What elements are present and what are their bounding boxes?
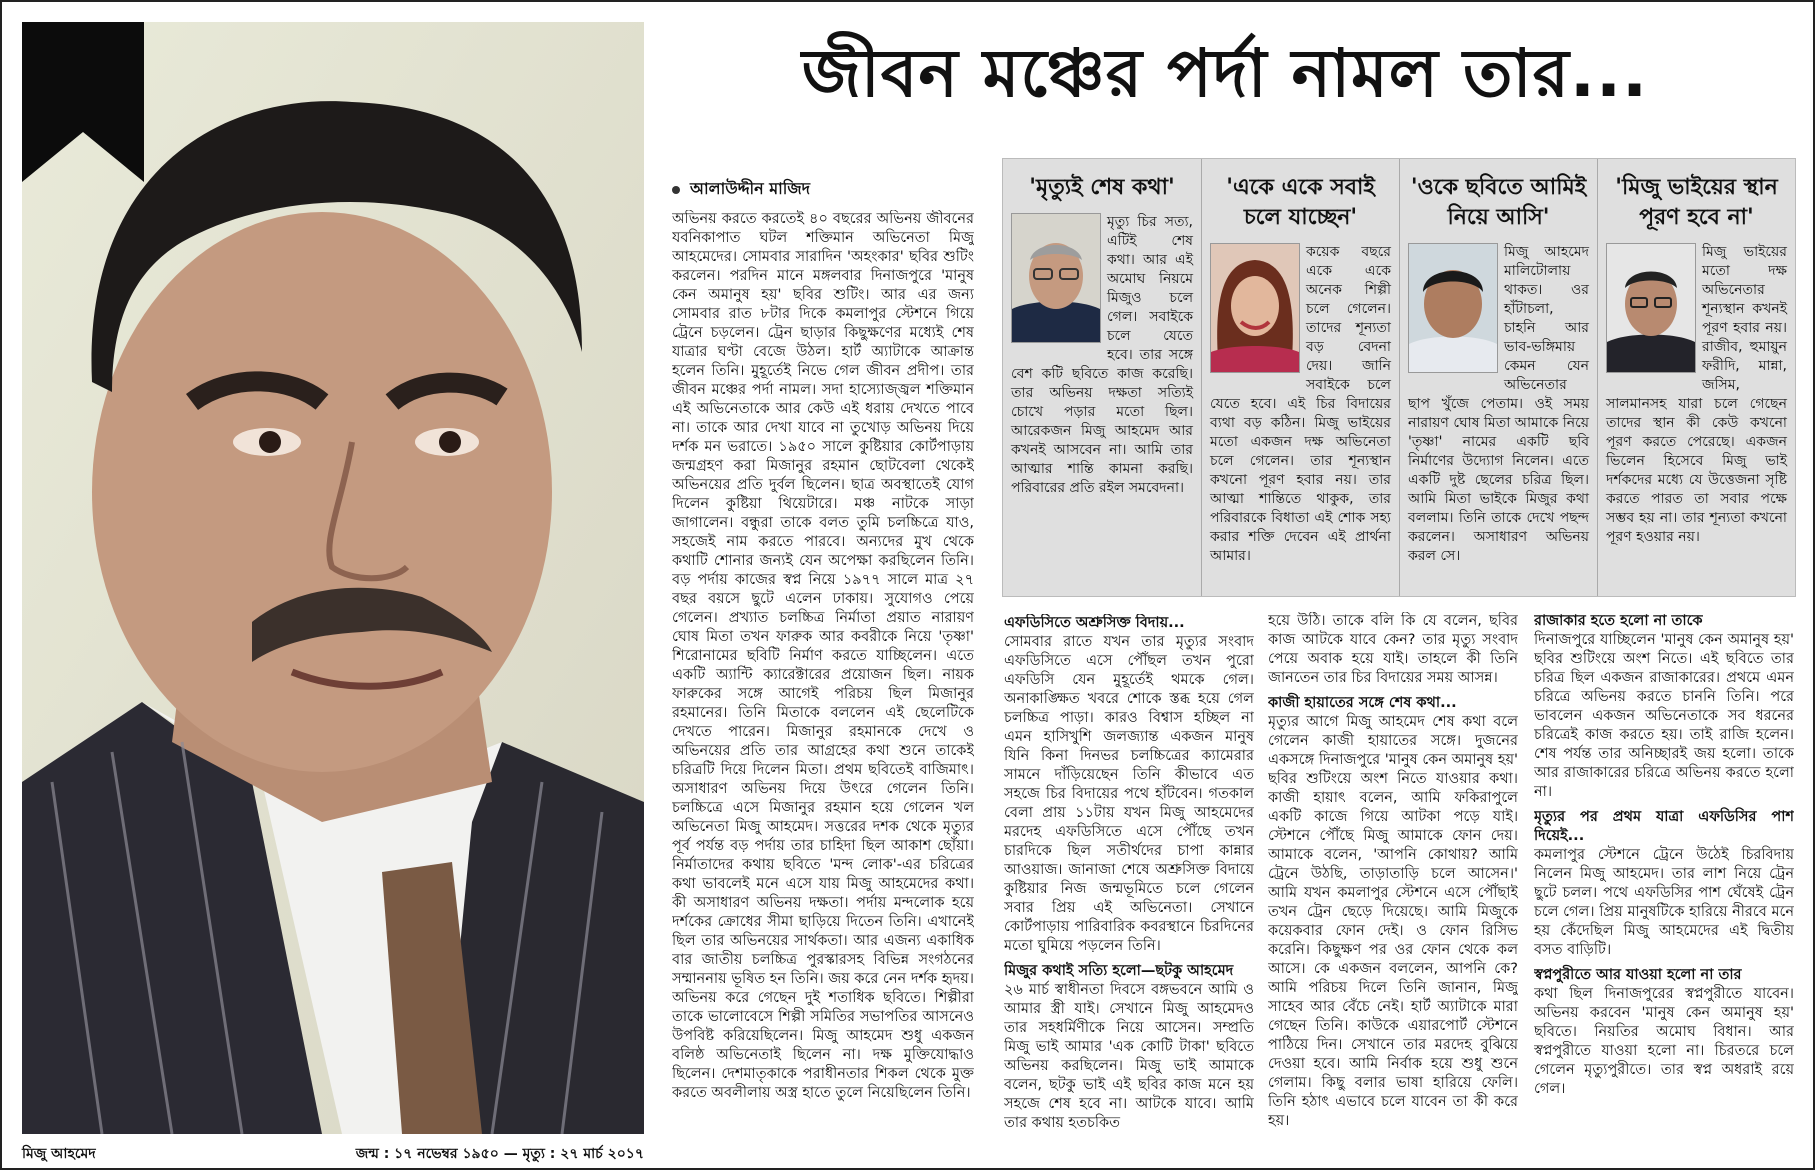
subheading: এফডিসিতে অশ্রুসিক্ত বিদায়... [1004,615,1185,631]
main-article-body: অভিনয় করতে করতেই ৪০ বছরের অভিনয় জীবনের যবনিকাপাত ঘটল শক্তিমান অভিনেতা মিজু আহমেদের। সোমবার সারাদিন 'অহংকার' ছবির শুটিং করলেন। পরদিন মানে মঙ্গলবার দিনাজপুরে 'মানুষ কেন অমানুষ হয়' ছবির শুটিং। আর এর জন্য সোমবার রাত ৮টার দিকে কমলাপুর স্টেশনে গিয়ে ট্রেনে চড়লেন। ট্রেন ছাড়ার কিছুক্ষণের মধ্যেই শেষ যাত্রার ঘণ্টা বেজে উঠল। হার্ট অ্যাটাকে আক্রান্ত হলেন তিনি। মুহূর্তেই নিভে গেল জীবন প্রদীপ। তার জীবন মঞ্চের পর্দা নামল। সদা হাস্যোজ্জ্বল শক্তিমান এই অভিনেতাকে আর কেউ এই ধরায় দেখতে পাবে না। তাকে আর দেখা যাবে না তুখোড় অভিনয় দিয়ে দর্শক মন ভরাতে। ১৯৫০ সালে কুষ্টিয়ার কোর্টপাড়ায় জন্মগ্রহণ করা মিজানুর রহমান ছোটবেলা থেকেই অভিনয়ের প্রতি দুর্বল ছিলেন। ছাত্র অবস্থাতেই যোগ দিলেন কুষ্টিয়া থিয়েটারে। মঞ্চ নাটকে সাড়া জাগালেন। বন্ধুরা তাকে বলত তুমি চলচ্চিত্রে যাও, সহজেই নাম করতে পারবে। অন্যদের মুখ থেকে কথাটি শোনার জন্যই যেন অপেক্ষা করছিলেন তিনি। বড় পর্দায় কাজের স্বপ্ন নিয়ে ১৯৭৭ সালে মাত্র ২৭ বছর বয়সে ছুটে এলেন ঢাকায়। সুযোগও পেয়ে গেলেন। প্রখ্যাত চলচ্চিত্র নির্মাতা প্রয়াত নারায়ণ ঘোষ মিতা তখন ফারুক আর কবরীকে নিয়ে 'তৃষ্ণা' শিরোনামের ছবিটি নির্মাণ করতে যাচ্ছিলেন। এতে একটি অ্যান্টি ক্যারেক্টারের প্রয়োজন ছিল। নায়ক ফারুকের সঙ্গে আগেই পরিচয় ছিল মিজানুর রহমানের। তিনি মিতাকে বললেন এই ছেলেটিকে দেখতে পারেন। মিজানুর রহমানকে দেখে ও অভিনয়ের প্রতি তার আগ্রহের কথা শুনে তাকেই চরিত্রটি দিয়ে দিলেন মিতা। প্রথম ছবিতেই বাজিমাৎ। অসাধারণ অভিনয় দিয়ে উৎরে গেলেন তিনি। চলচ্চিত্রে এসে মিজানুর রহমান হয়ে গেলেন খল অভিনেতা মিজু আহমেদ। সত্তরের দশক থেকে মৃত্যুর পূর্ব পর্যন্ত বড় পর্দায় তার চাহিদা ছিল আকাশ ছোঁয়া। নির্মাতাদের কথায় ছবিতে 'মন্দ লোক'-এর চরিত্রের কথা ভাবলেই মনে এসে যায় মিজু আহমেদের কথা। কী অসাধারণ অভিনয় দক্ষতা। পর্দায় মন্দলোক হয়ে দর্শকের ক্রোধের সীমা ছাড়িয়ে দিতেন তিনি। এখানেই ছিল তার অভিনয়ের সার্থকতা। আর এজন্য একাধিক বার জাতীয় চলচ্চিত্র পুরস্কারসহ বিভিন্ন সংগঠনের সম্মাননায় ভূষিত হন তিনি। জয় করে নেন দর্শক হৃদয়। অভিনয় করে গেছেন দুই শতাধিক ছবিতে। শিল্পীরা তাকে ভালোবেসে শিল্পী সমিতির সভাপতির আসনেও উপবিষ্ট করিয়েছিলেন। মিজু আহমেদ শুধু একজন বলিষ্ঠ অভিনেতাই ছিলেন না। দক্ষ মুক্তিযোদ্ধাও ছিলেন। দেশমাতৃকাকে পরাধীনতার শিকল থেকে মুক্ত করতে অবলীলায় অস্ত্র হাতে তুলে নিয়েছিলেন তিনি। [672,211,974,1101]
quote-box-3 [1399,159,1597,596]
quote-portrait-4 [1606,243,1696,373]
quote-text: কয়েক বছরে একে একে অনেক শিল্পী চলে গেলেন। তাদের শূন্যতা বড় বেদনা দেয়। জানি সবাইকে চলে যেতে হবে। এই চির বিদায়ের ব্যথা বড় কঠিন। মিজু ভাইয়ের মতো একজন দক্ষ অভিনেতা চলে গেলেন। তার শূন্যস্থান কখনো পূরণ হবার নয়। তার আত্মা শান্তিতে থাকুক, তার পরিবারকে বিধাতা এই শোক সহ্য করার শক্তি দেবেন এই প্রার্থনা আমার। [1210,244,1391,564]
quote-text: মিজু আহমেদ মালিটোলায় থাকত। ওর হাঁটাচলা, চাহনি আর ভাব-ভঙ্গিমায় কেমন যেন অভিনেতার ছাপ খুঁজে পেতাম। ওই সময় নারায়ণ ঘোষ মিতা আমাকে নিয়ে 'তৃষ্ণা' নামের একটি ছবি নির্মাণের উদ্যোগ নিলেন। এতে একটি দুষ্ট ছেলের চরিত্র ছিল। আমি মিতা ভাইকে মিজুর কথা বললাম। তিনি তাকে দেখে পছন্দ করলেন। অসাধারণ অভিনয় করল সে। [1408,244,1589,564]
article-column-3 [1268,612,1518,1157]
quotes-panel [1002,158,1796,597]
quote-title: 'মৃত্যুই শেষ কথা' [1029,175,1175,200]
quote-text: মৃত্যু চির সত্য, এটিই শেষ কথা। আর এই অমোঘ নিয়মে মিজুও চলে গেল। সবাইকে চলে যেতে হবে। তার সঙ্গে বেশ কটি ছবিতে কাজ করেছি। তার অভিনয় দক্ষতা সত্যিই চোখে পড়ার মতো ছিল। আরেকজন মিজু আহমেদ আর কখনই আসবেন না। আমি তার আত্মার শান্তি কামনা করছি। পরিবারের প্রতি রইল সমবেদনা। [1011,214,1193,496]
quote-title: 'ওকে ছবিতে আমিই নিয়ে আসি' [1410,175,1587,230]
quote-box-2 [1201,159,1399,596]
byline-author: আলাউদ্দীন মাজিদ [690,179,811,198]
paragraph: দিনাজপুরে যাচ্ছিলেন 'মানুষ কেন অমানুষ হয়' ছবির শুটিংয়ে অংশ নিতে। এই ছবিতে তার চরিত্র ছিল একজন রাজাকারের। প্রথমে এমন চরিত্রে অভিনয় করতে চাননি তিনি। পরে ভাবলেন একজন অভিনেতাকে সব ধরনের চরিত্রেই কাজ করতে হয়। তাই রাজি হলেন। শেষ পর্যন্ত তার অনিচ্ছারই জয় হলো। তাকে আর রাজাকারের চরিত্রে অভিনয় করতে হলো না। [1534,632,1794,800]
mourning-ribbon-icon [22,22,144,182]
quote-title: 'একে একে সবাই চলে যাচ্ছেন' [1226,175,1375,230]
bullet-icon [672,186,680,194]
quote-box-1 [1003,159,1201,596]
article-column-2 [1004,614,1254,1159]
paragraph: সোমবার রাতে যখন তার মৃত্যুর সংবাদ এফডিসিতে এসে পৌঁছল তখন পুরো এফডিসি যেন মুহূর্তেই থমকে গেল। অনাকাঙ্ক্ষিত খবরে শোকে স্তব্ধ হয়ে গেল চলচ্চিত্র পাড়া। কারও বিশ্বাস হচ্ছিল না এমন হাসিখুশি জলজ্যান্ত একজন মানুষ যিনি কিনা দিনভর চলচ্চিত্রের ক্যামেরার সামনে দাঁড়িয়েছেন তিনি কীভাবে এত সহজে চির বিদায়ের পথে হাঁটবেন। গতকাল বেলা প্রায় ১১টায় যখন মিজু আহমেদের মরদেহ এফডিসিতে এসে পৌঁছে তখন চারদিকে ছিল সতীর্থদের চাপা কান্নার আওয়াজ। জানাজা শেষে অশ্রুসিক্ত বিদায়ে কুষ্টিয়ার নিজ জন্মভূমিতে চলে গেলেন সবার প্রিয় এই অভিনেতা। সেখানে কোর্টপাড়ায় পারিবারিক কবরস্থানে চিরদিনের মতো ঘুমিয়ে পড়লেন তিনি। [1004,634,1254,954]
main-article-column [672,210,974,1160]
quote-portrait-1 [1011,213,1101,343]
paragraph: ২৬ মার্চ স্বাধীনতা দিবসে বঙ্গভবনে আমি ও আমার স্ত্রী যাই। সেখানে মিজু আহমেদও তার সহধর্মিণীকে নিয়ে আসেন। সম্প্রতি মিজু ভাই আমার 'এক কোটি টাকা' ছবিতে অভিনয় করছিলেন। মিজু ভাই আমাকে বলেন, ছটকু ভাই এই ছবির কাজ মনে হয় সহজে শেষ হবে না। আটকে যাবে। আমি তার কথায় হতচকিত [1004,982,1254,1131]
subheading: স্বপ্নপুরীতে আর যাওয়া হলো না তার [1534,967,1742,983]
paragraph: মৃত্যুর আগে মিজু আহমেদ শেষ কথা বলে গেলেন কাজী হায়াতের সঙ্গে। দুজনের একসঙ্গে দিনাজপুরে 'মানুষ কেন অমানুষ হয়' ছবির শুটিংয়ে অংশ নিতে যাওয়ার কথা। কাজী হায়াৎ বলেন, আমি ফকিরাপুলে একটি কাজে গিয়ে আটকা পড়ে যাই। স্টেশনে পৌঁছে মিজু আমাকে ফোন দেয়। আমাকে বলেন, 'আপনি কোথায়? আমি ট্রেনে উঠছি, তাড়াতাড়ি চলে আসেন।' আমি যখন কমলাপুর স্টেশনে এসে পৌঁছাই তখন ট্রেন ছেড়ে দিয়েছে। আমি মিজুকে কয়েকবার ফোন দেই। ও ফোন রিসিভ করেনি। কিছুক্ষণ পর ওর ফোন থেকে কল আসে। কে একজন বললেন, আপনি কে? আমি পরিচয় দিলে তিনি জানান, মিজু সাহেব আর বেঁচে নেই। হার্ট অ্যাটাকে মারা গেছেন তিনি। কাউকে এয়ারপোর্ট স্টেশনে পাঠিয়ে দিন। সেখানে তার মরদেহ বুঝিয়ে দেওয়া হবে। আমি নির্বাক হয়ে শুধু শুনে গেলাম। কিছু বলার ভাষা হারিয়ে ফেলি। তিনি হঠাৎ এভাবে চলে যাবেন তা কী করে হয়। [1268,714,1518,1129]
photo-caption: মিজু আহমেদ [22,1146,96,1162]
paragraph: হয়ে উঠি। তাকে বলি কি যে বলেন, ছবির কাজ আটকে যাবে কেন? তার মৃত্যু সংবাদ পেয়ে অবাক হয়ে যাই। তাহলে কী তিনি জানতেন তার চির বিদায়ের সময় আসন্ন। [1268,613,1518,686]
quote-portrait-2 [1210,243,1300,373]
subheading: রাজাকার হতে হলো না তাকে [1534,613,1703,629]
quote-portrait-3 [1408,243,1498,373]
portrait-photo [22,22,644,1134]
byline [672,176,810,203]
quote-text: মিজু ভাইয়ের মতো দক্ষ অভিনেতার শূন্যস্থান কখনই পূরণ হবার নয়। রাজীব, হুমায়ুন ফরীদি, মান্না, জসিম, সালমানসহ যারা চলে গেছেন তাদের স্থান কী কেউ কখনো পূরণ করতে পেরেছে। একজন ভিলেন হিসেবে মিজু ভাই দর্শকদের মধ্যে যে উত্তেজনা সৃষ্টি করতে পারত তা সবার পক্ষে সম্ভব হয় না। তার শূন্যতা কখনো পূরণ হওয়ার নয়। [1606,244,1787,545]
quote-box-4 [1597,159,1795,596]
subheading: মৃত্যুর পর প্রথম যাত্রা এফডিসির পাশ দিয়েই... [1534,809,1794,844]
headline: জীবন মঞ্চের পর্দা নামল তার... [801,35,1649,112]
subheading: কাজী হায়াতের সঙ্গে শেষ কথা... [1268,695,1457,711]
article-column-4 [1534,612,1794,1157]
paragraph: কমলাপুর স্টেশনে ট্রেনে উঠেই চিরবিদায় নিলেন মিজু আহমেদ। তার লাশ নিয়ে ট্রেন ছুটে চলল। পথে এফডিসির পাশ ঘেঁষেই ট্রেন চলে গেল। প্রিয় মানুষটিকে হারিয়ে নীরবে মনে হয় কেঁদেছিল মিজু আহমেদের এই দ্বিতীয় বসত বাড়িটি। [1534,847,1794,958]
subheading: মিজুর কথাই সত্যি হলো—ছটকু আহমেদ [1004,963,1234,979]
photo-dates: জন্ম : ১৭ নভেম্বর ১৯৫০ — মৃত্যু : ২৭ মার্চ ২০১৭ [355,1146,644,1162]
quote-title: 'মিজু ভাইয়ের স্থান পূরণ হবে না' [1615,175,1778,230]
paragraph: কথা ছিল দিনাজপুরের স্বপ্নপুরীতে যাবেন। অভিনয় করবেন 'মানুষ কেন অমানুষ হয়' ছবিতে। নিয়তির অমোঘ বিধান। আর স্বপ্নপুরীতে যাওয়া হলো না। চিরতরে চলে গেলেন মৃত্যুপুরীতে। তার স্বপ্ন অধরাই রয়ে গেল। [1534,986,1794,1097]
